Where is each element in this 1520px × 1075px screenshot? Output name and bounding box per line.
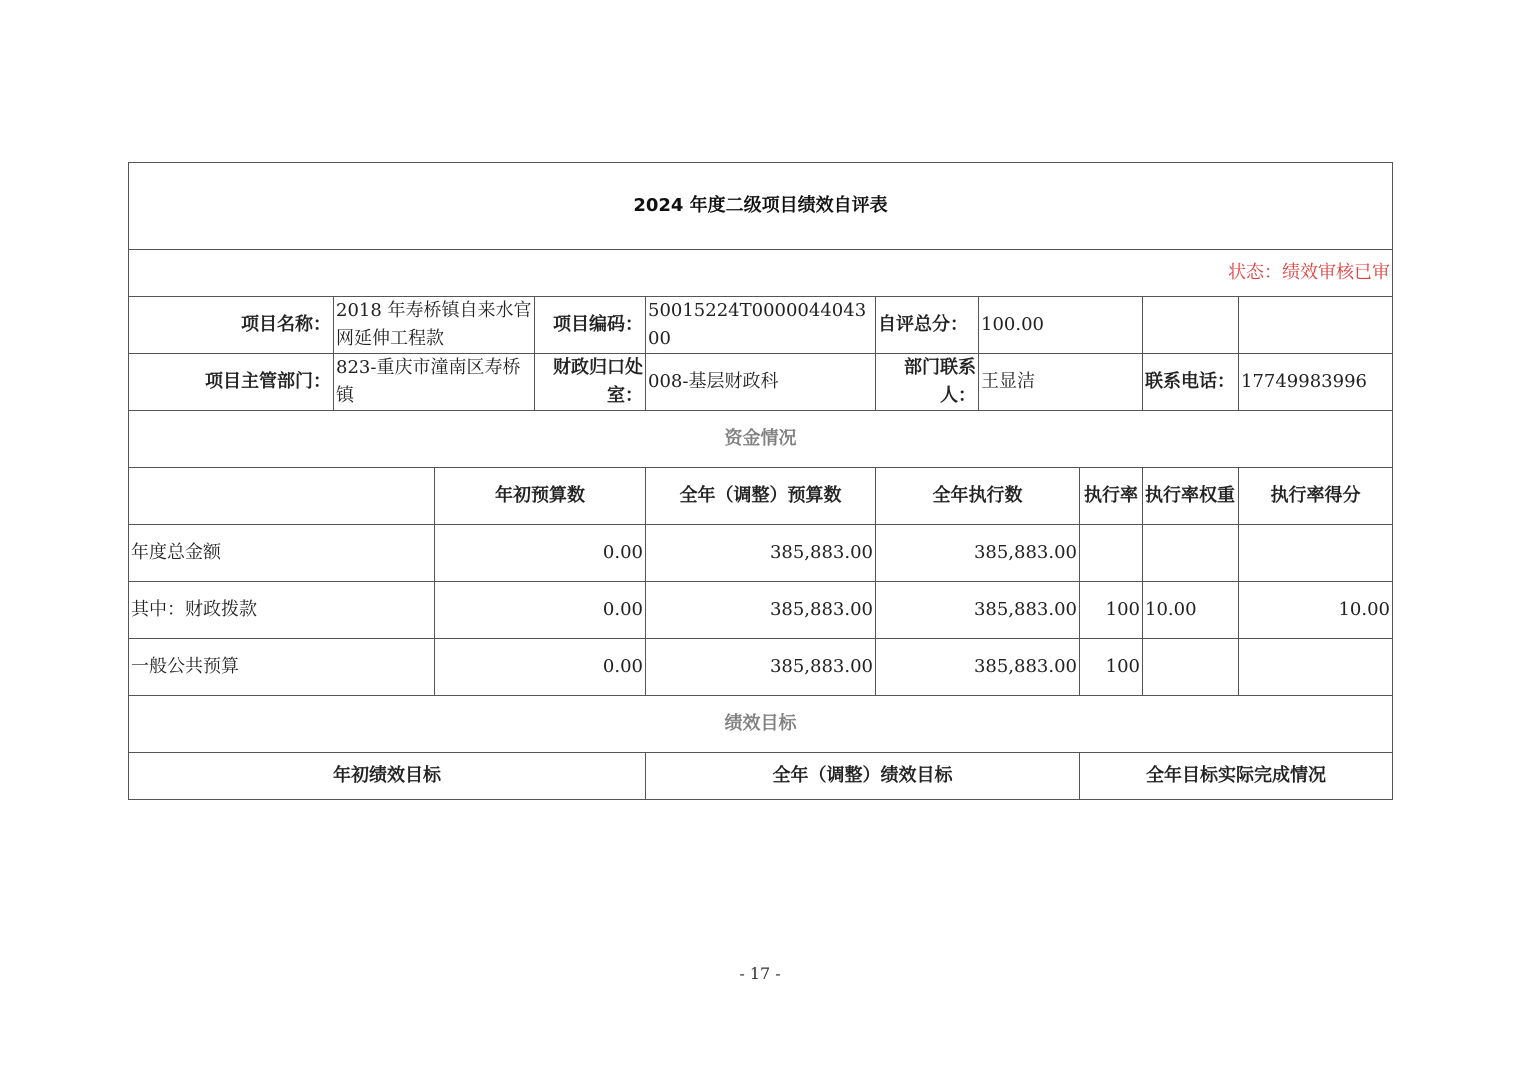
evaluation-table <box>128 162 1393 800</box>
page-number: - 17 - <box>739 964 781 983</box>
page-title: 2024 年度二级项目绩效自评表 <box>129 163 1393 250</box>
funds-header-score: 执行率得分 <box>1239 468 1393 525</box>
table-row <box>129 582 1393 639</box>
finance-office-value: 008-基层财政科 <box>646 354 876 411</box>
project-code-label: 项目编码： <box>535 297 646 354</box>
funds-section-title: 资金情况 <box>129 411 1393 468</box>
row-adjusted: 385,883.00 <box>646 525 876 582</box>
evaluation-form <box>128 162 1392 800</box>
row-initial: 0.00 <box>435 582 646 639</box>
empty-cell <box>1239 297 1393 354</box>
funds-header-executed: 全年执行数 <box>876 468 1080 525</box>
row-name: 一般公共预算 <box>129 639 435 696</box>
finance-office-label: 财政归口处室： <box>535 354 646 411</box>
goals-header-initial: 年初绩效目标 <box>129 753 646 800</box>
goals-header-actual: 全年目标实际完成情况 <box>1080 753 1393 800</box>
table-row <box>129 639 1393 696</box>
row-weight <box>1143 639 1239 696</box>
row-rate: 100 <box>1080 582 1143 639</box>
row-initial: 0.00 <box>435 639 646 696</box>
funds-header-weight: 执行率权重 <box>1143 468 1239 525</box>
dept-label: 项目主管部门： <box>129 354 334 411</box>
row-weight <box>1143 525 1239 582</box>
contact-value: 王显洁 <box>979 354 1143 411</box>
row-score <box>1239 639 1393 696</box>
row-adjusted: 385,883.00 <box>646 582 876 639</box>
funds-header-initial: 年初预算数 <box>435 468 646 525</box>
row-initial: 0.00 <box>435 525 646 582</box>
empty-cell <box>1143 297 1239 354</box>
table-row <box>129 525 1393 582</box>
self-score-value: 100.00 <box>979 297 1143 354</box>
project-name-value: 2018 年寿桥镇自来水官网延伸工程款 <box>334 297 535 354</box>
row-score <box>1239 525 1393 582</box>
row-executed: 385,883.00 <box>876 582 1080 639</box>
dept-value: 823-重庆市潼南区寿桥镇 <box>334 354 535 411</box>
goals-header-adjusted: 全年（调整）绩效目标 <box>646 753 1080 800</box>
project-code-value: 50015224T000004404300 <box>646 297 876 354</box>
row-rate: 100 <box>1080 639 1143 696</box>
funds-header-rate: 执行率 <box>1080 468 1143 525</box>
self-score-label: 自评总分： <box>876 297 979 354</box>
row-executed: 385,883.00 <box>876 525 1080 582</box>
row-executed: 385,883.00 <box>876 639 1080 696</box>
phone-value: 17749983996 <box>1239 354 1393 411</box>
funds-header-blank <box>129 468 435 525</box>
row-adjusted: 385,883.00 <box>646 639 876 696</box>
funds-header-adjusted: 全年（调整）预算数 <box>646 468 876 525</box>
row-score: 10.00 <box>1239 582 1393 639</box>
project-name-label: 项目名称： <box>129 297 334 354</box>
phone-label: 联系电话： <box>1143 354 1239 411</box>
row-name: 年度总金额 <box>129 525 435 582</box>
contact-label: 部门联系人： <box>876 354 979 411</box>
row-rate <box>1080 525 1143 582</box>
goals-section-title: 绩效目标 <box>129 696 1393 753</box>
status-badge: 状态：绩效审核已审 <box>129 250 1393 297</box>
row-weight: 10.00 <box>1143 582 1239 639</box>
row-name: 其中：财政拨款 <box>129 582 435 639</box>
